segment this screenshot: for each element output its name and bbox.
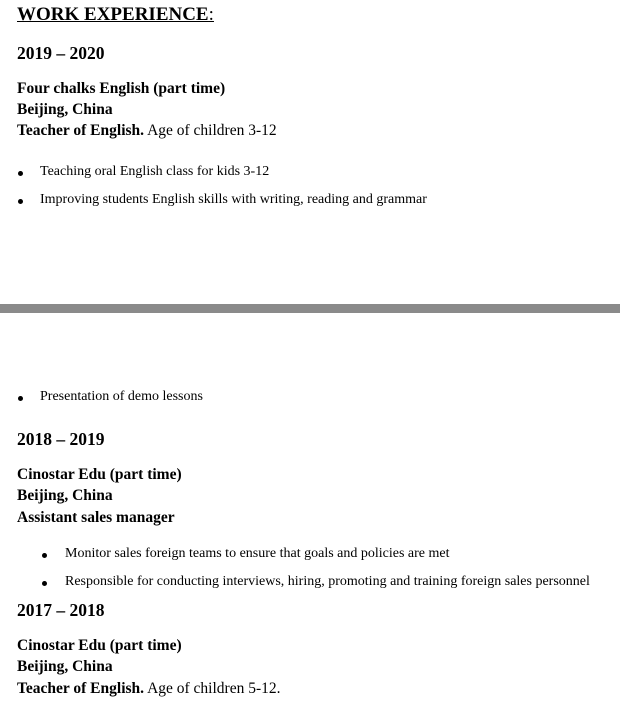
job-role: Teacher of English. [17,122,145,139]
job-years: 2019 – 2020 [17,43,105,63]
job-location: Beijing, China [17,658,113,675]
job-role-line [17,680,281,698]
list-item: Presentation of demo lessons [40,389,203,404]
page-separator [0,304,620,313]
job-location: Beijing, China [17,101,113,118]
list-item: Monitor sales foreign teams to ensure that goals and policies are met [65,546,450,561]
job-role-note: Age of children 3-12 [144,122,277,139]
job-years: 2017 – 2018 [17,600,105,620]
job-years: 2018 – 2019 [17,429,105,449]
job-company: Cinostar Edu (part time) [17,466,182,483]
bullet-icon [18,396,23,401]
bullet-icon [18,171,23,176]
bullet-icon [42,553,47,558]
job-role: Teacher of English. [17,680,145,697]
section-heading-colon: : [208,4,214,25]
list-item: Responsible for conducting interviews, hiring, promoting and training foreign sales personnel [65,574,590,589]
bullet-icon [42,581,47,586]
job-role: Assistant sales manager [17,509,175,526]
list-item: Improving students English skills with writing, reading and grammar [40,192,427,207]
job-company: Four chalks English (part time) [17,80,226,97]
bullet-icon [18,199,23,204]
job-role-note: Age of children 5-12. [144,680,281,697]
job-company: Cinostar Edu (part time) [17,637,182,654]
list-item: Teaching oral English class for kids 3-12 [40,164,270,179]
section-heading [17,4,214,26]
section-heading-text: WORK EXPERIENCE [17,4,209,25]
job-role-line [17,122,277,140]
job-location: Beijing, China [17,487,113,504]
